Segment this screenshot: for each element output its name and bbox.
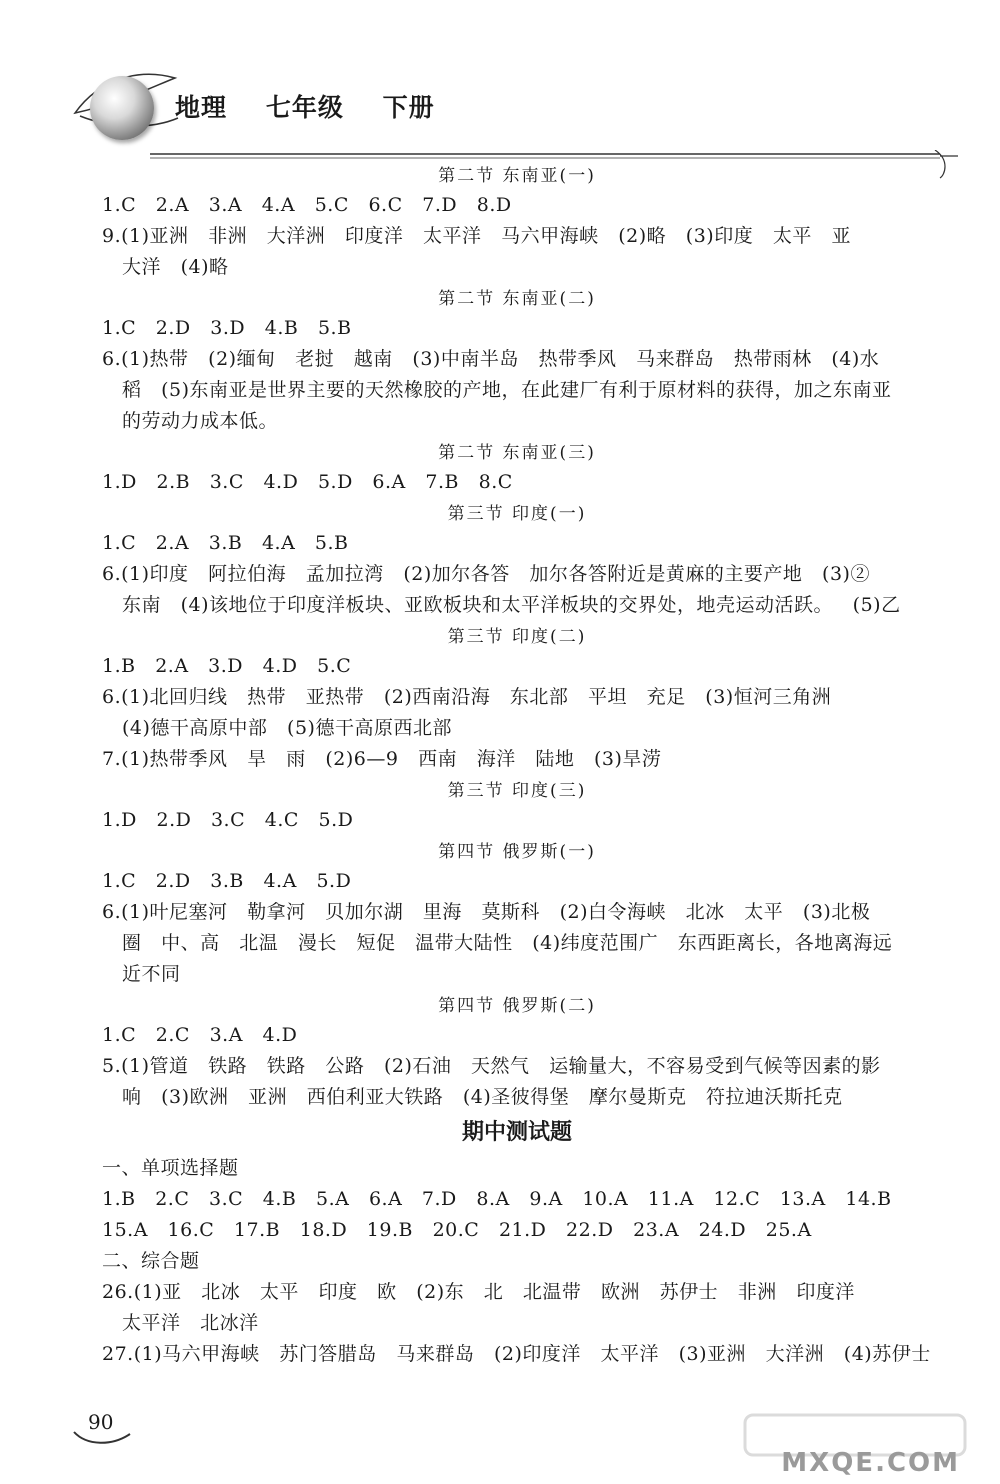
answer-line: 6.(1)北回归线 热带 亚热带 (2)西南沿海 东北部 平坦 充足 (3)恒河三角洲	[102, 686, 832, 708]
answer-line: 1.B 2.A 3.D 4.D 5.C	[102, 655, 352, 677]
answer-line: (4)德干高原中部 (5)德干高原西北部	[122, 717, 452, 739]
answer-line: 15.A 16.C 17.B 18.D 19.B 20.C 21.D 22.D 23.A 24.D 25.A	[102, 1219, 812, 1241]
answer-line: 26.(1)亚 北冰 太平 印度 欧 (2)东 北 北温带 欧洲 苏伊士 非洲 印度洋	[102, 1281, 855, 1303]
book-title: 地理 七年级 下册	[175, 93, 435, 122]
answer-line: 6.(1)印度 阿拉伯海 孟加拉湾 (2)加尔各答 加尔各答附近是黄麻的主要产地 (3)②	[102, 563, 870, 585]
answer-line: 东南 (4)该地位于印度洋板块、亚欧板块和太平洋板块的交界处，地壳运动活跃。 (5)乙	[122, 594, 901, 616]
answer-line: 太平洋 北冰洋	[122, 1312, 259, 1334]
section-title: 第四节 俄罗斯(二)	[438, 996, 596, 1016]
answer-line: 1.C 2.A 3.B 4.A 5.B	[102, 532, 349, 554]
answer-line: 1.B 2.C 3.C 4.B 5.A 6.A 7.D 8.A 9.A 10.A 11.A 12.C 13.A 14.B	[102, 1188, 892, 1210]
answer-line: 圈 中、高 北温 漫长 短促 温带大陆性 (4)纬度范围广 东西距离长，各地离海远	[122, 932, 893, 954]
part-label: 二、综合题	[102, 1250, 200, 1272]
answer-line: 1.C 2.C 3.A 4.D	[102, 1024, 298, 1046]
watermark-text: MXQE.COM	[781, 1448, 960, 1478]
answer-line: 大洋 (4)略	[122, 256, 229, 278]
answer-line: 1.C 2.D 3.D 4.B 5.B	[102, 317, 352, 339]
answer-line: 5.(1)管道 铁路 铁路 公路 (2)石油 天然气 运输量大，不容易受到气候等因素的影	[102, 1055, 881, 1077]
page-number: 90	[88, 1410, 114, 1434]
part-label: 一、单项选择题	[102, 1157, 239, 1179]
page-swoosh-icon	[72, 1428, 132, 1448]
section-title: 第二节 东南亚(三)	[438, 443, 596, 463]
answer-line: 1.D 2.B 3.C 4.D 5.D 6.A 7.B 8.C	[102, 471, 513, 493]
midterm-title: 期中测试题	[461, 1120, 572, 1145]
answer-line: 1.C 2.A 3.A 4.A 5.C 6.C 7.D 8.D	[102, 194, 512, 216]
section-title: 第三节 印度(三)	[447, 781, 587, 801]
section-title: 第二节 东南亚(一)	[438, 166, 596, 186]
globe-icon	[90, 76, 154, 140]
answer-line: 1.C 2.D 3.B 4.A 5.D	[102, 870, 352, 892]
answer-line: 近不同	[122, 963, 181, 985]
answer-line: 的劳动力成本低。	[122, 410, 279, 432]
answer-line: 27.(1)马六甲海峡 苏门答腊岛 马来群岛 (2)印度洋 太平洋 (3)亚洲 大洋洲 (4)苏伊士	[102, 1343, 931, 1365]
section-title: 第三节 印度(一)	[447, 504, 587, 524]
answer-content	[102, 160, 932, 1370]
answer-line: 7.(1)热带季风 旱 雨 (2)6—9 西南 海洋 陆地 (3)旱涝	[102, 748, 662, 770]
answer-line: 6.(1)热带 (2)缅甸 老挝 越南 (3)中南半岛 热带季风 马来群岛 热带雨林 (4)水	[102, 348, 880, 370]
section-title: 第二节 东南亚(二)	[438, 289, 596, 309]
answer-line: 9.(1)亚洲 非洲 大洋洲 印度洋 太平洋 马六甲海峡 (2)略 (3)印度 太平 亚	[102, 225, 851, 247]
answer-line: 响 (3)欧洲 亚洲 西伯利亚大铁路 (4)圣彼得堡 摩尔曼斯克 符拉迪沃斯托克	[122, 1086, 843, 1108]
section-title: 第四节 俄罗斯(一)	[438, 842, 596, 862]
page-header	[0, 0, 1000, 170]
section-title: 第三节 印度(二)	[447, 627, 587, 647]
answer-line: 1.D 2.D 3.C 4.C 5.D	[102, 809, 354, 831]
answer-line: 6.(1)叶尼塞河 勒拿河 贝加尔湖 里海 莫斯科 (2)白令海峡 北冰 太平 (3)北极	[102, 901, 871, 923]
answer-line: 稻 (5)东南亚是世界主要的天然橡胶的产地，在此建厂有利于原材料的获得，加之东南亚	[122, 379, 892, 401]
